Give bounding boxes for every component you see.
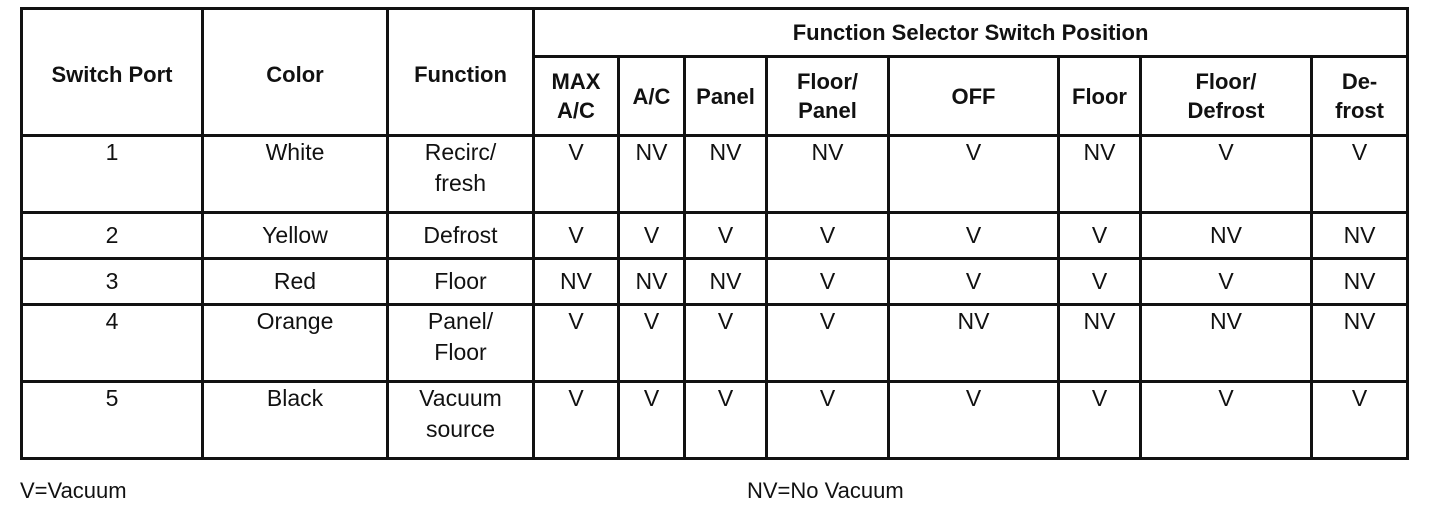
vacuum-state-cell: V <box>767 213 889 259</box>
function-cell <box>388 305 534 382</box>
vacuum-state-cell: V <box>619 305 685 382</box>
position-header <box>1141 57 1312 136</box>
table-row <box>22 382 1408 459</box>
function-cell <box>388 136 534 213</box>
legend-vacuum: V=Vacuum <box>20 478 127 503</box>
vacuum-state-cell: V <box>534 305 619 382</box>
header-function-selector: Function Selector Switch Position <box>534 9 1408 57</box>
text-line: OFF <box>951 83 996 109</box>
color-cell: Orange <box>203 305 388 382</box>
switch-port-cell: 3 <box>22 259 203 305</box>
vacuum-state-cell: V <box>889 259 1059 305</box>
function-cell <box>388 382 534 459</box>
vacuum-state-cell: V <box>534 382 619 459</box>
switch-port-cell: 1 <box>22 136 203 213</box>
vacuum-state-cell: V <box>889 136 1059 213</box>
header-color: Color <box>203 9 388 136</box>
legend-no-vacuum: NV=No Vacuum <box>747 478 904 503</box>
table-row <box>22 259 1408 305</box>
function-cell <box>388 259 534 305</box>
vacuum-state-cell: V <box>619 213 685 259</box>
text-line: Panel <box>696 83 755 109</box>
vacuum-state-cell: NV <box>619 259 685 305</box>
switch-port-cell: 5 <box>22 382 203 459</box>
header-function: Function <box>388 9 534 136</box>
text-line: Floor/ <box>796 69 859 94</box>
vacuum-switch-table <box>20 7 1409 460</box>
position-header <box>685 57 767 136</box>
table-body <box>22 136 1408 459</box>
text-line: Floor <box>434 339 487 365</box>
position-header <box>1312 57 1408 136</box>
text-line: Floor/ <box>1195 69 1257 94</box>
text-line: Panel <box>798 98 857 123</box>
text-line: Defrost <box>1187 98 1265 123</box>
vacuum-state-cell: NV <box>1312 213 1408 259</box>
color-cell: Red <box>203 259 388 305</box>
vacuum-state-cell: NV <box>1141 305 1312 382</box>
vacuum-state-cell: NV <box>1059 136 1141 213</box>
text-line: source <box>425 416 496 442</box>
vacuum-state-cell: NV <box>1141 213 1312 259</box>
vacuum-state-cell: NV <box>889 305 1059 382</box>
header-switch-port: Switch Port <box>22 9 203 136</box>
vacuum-state-cell: V <box>889 382 1059 459</box>
vacuum-state-cell: V <box>767 259 889 305</box>
table-row <box>22 213 1408 259</box>
vacuum-state-cell: V <box>534 136 619 213</box>
text-line: Panel/ <box>427 308 494 334</box>
table-row <box>22 305 1408 382</box>
vacuum-state-cell: NV <box>619 136 685 213</box>
vacuum-state-cell: V <box>889 213 1059 259</box>
text-line: A/C <box>557 98 595 123</box>
color-cell: Yellow <box>203 213 388 259</box>
function-cell <box>388 213 534 259</box>
vacuum-state-cell: NV <box>1059 305 1141 382</box>
vacuum-state-cell: NV <box>1312 259 1408 305</box>
vacuum-state-cell: V <box>1059 213 1141 259</box>
table-row <box>22 136 1408 213</box>
vacuum-state-cell: V <box>685 305 767 382</box>
text-line: Defrost <box>423 222 498 248</box>
position-header <box>619 57 685 136</box>
text-line: frost <box>1335 98 1384 123</box>
vacuum-state-cell: V <box>619 382 685 459</box>
position-header <box>1059 57 1141 136</box>
text-line: fresh <box>434 170 487 196</box>
color-cell: Black <box>203 382 388 459</box>
switch-port-cell: 2 <box>22 213 203 259</box>
text-line: De- <box>1341 69 1378 94</box>
text-line: Floor <box>434 268 487 294</box>
vacuum-state-cell: V <box>534 213 619 259</box>
text-line: Vacuum <box>419 385 502 411</box>
color-cell: White <box>203 136 388 213</box>
vacuum-state-cell: NV <box>685 259 767 305</box>
vacuum-state-cell: V <box>1141 136 1312 213</box>
vacuum-state-cell: V <box>685 213 767 259</box>
text-line: A/C <box>632 83 671 109</box>
position-header <box>534 57 619 136</box>
position-header <box>889 57 1059 136</box>
vacuum-state-cell: V <box>1312 382 1408 459</box>
switch-port-cell: 4 <box>22 305 203 382</box>
vacuum-state-cell: V <box>1141 382 1312 459</box>
vacuum-state-cell: V <box>767 305 889 382</box>
vacuum-state-cell: V <box>685 382 767 459</box>
vacuum-state-cell: V <box>1312 136 1408 213</box>
vacuum-state-cell: NV <box>767 136 889 213</box>
text-line: Recirc/ <box>424 139 497 165</box>
vacuum-state-cell: V <box>1059 259 1141 305</box>
text-line: MAX <box>551 69 601 94</box>
vacuum-state-cell: NV <box>685 136 767 213</box>
position-header <box>767 57 889 136</box>
vacuum-state-cell: NV <box>1312 305 1408 382</box>
text-line: Floor <box>1072 83 1127 109</box>
vacuum-state-cell: V <box>767 382 889 459</box>
vacuum-state-cell: V <box>1059 382 1141 459</box>
vacuum-state-cell: V <box>1141 259 1312 305</box>
vacuum-state-cell: NV <box>534 259 619 305</box>
